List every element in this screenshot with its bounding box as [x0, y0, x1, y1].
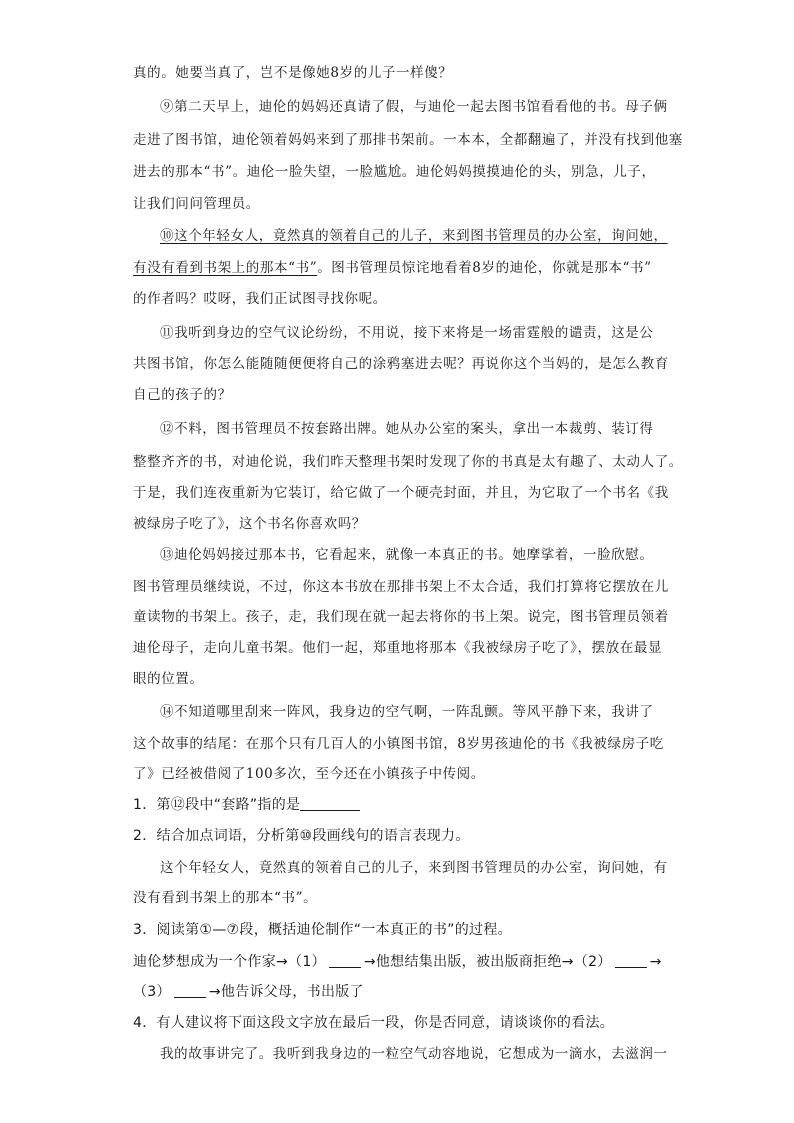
paragraph-9-line: 进去的那本“书”。迪伦一脸失望，一脸尴尬。迪伦妈妈摸摸迪伦的头，别急，儿子，: [133, 164, 656, 180]
paragraph-10-line: 的作者吗？哎呀，我们正试图寻找你呢。: [133, 291, 387, 307]
underlined-sentence: 有没有看到书架上的那本“书”: [133, 260, 318, 276]
paragraph-14-line: ⑭不知道哪里刮来一阵风，我身边的空气啊，一阵乱颤。等风平静下来，我讲了: [160, 704, 654, 720]
paragraph-14-line: 了》已经被借阅了100多次，至今还在小镇孩子中传阅。: [133, 766, 485, 782]
paragraph-9-line: 让我们问问管理员。: [133, 196, 260, 212]
paragraph-11-line: ⑪我听到身边的空气议论纷纷，不用说，接下来将是一场雷霆般的谴责，这是公: [160, 325, 654, 341]
paragraph-13-line: 迪伦母子，走向儿童书架。他们一起，郑重地将那本《我被绿房子吃了》，摆放在最显: [133, 640, 663, 656]
question-1: 1．第⑫段中“套路”指的是: [133, 795, 360, 815]
paragraph-13-line: 童读物的书架上。孩子，走，我们现在就一起去将你的书上架。说完，图书管理员领着: [133, 609, 669, 625]
question-2-quote-line: 这个年轻女人，竟然真的领着自己的儿子，来到图书管理员的办公室，询问她，有: [160, 860, 668, 876]
paragraph-12-line: ⑫不料，图书管理员不按套路出牌。她从办公室的案头，拿出一本裁剪、装订得: [160, 421, 654, 437]
answer-blank-1[interactable]: [329, 953, 361, 968]
paragraph-8-tail: 真的。她要当真了，岂不是像她8岁的儿子一样傻？: [133, 65, 453, 81]
paragraph-14-line: 这个故事的结尾：在那个只有几百人的小镇图书馆，8岁男孩迪伦的书《我被绿房子吃: [133, 736, 664, 752]
question-3-flow-cont: （3） →他告诉父母，书出版了: [133, 984, 364, 1000]
answer-blank[interactable]: [300, 796, 360, 811]
paragraph-11-line: 自己的孩子的？: [133, 387, 232, 403]
question-2-quote-line: 没有看到书架上的那本“书”。: [133, 890, 318, 906]
question-3: 3．阅读第①—⑦段，概括迪伦制作“一本真正的书”的过程。: [133, 922, 512, 938]
question-4: 4．有人建议将下面这段文字放在最后一段，你是否同意，请谈谈你的看法。: [133, 1015, 615, 1031]
paragraph-12-line: 被绿房子吃了》，这个书名你喜欢吗？: [133, 516, 366, 532]
paragraph-12-line: 于是，我们连夜重新为它装订，给它做了一个硬壳封面，并且，为它取了一个书名《我: [133, 485, 669, 501]
question-2: 2．结合加点词语，分析第⑩段画线句的语言表现力。: [133, 828, 470, 844]
question-4-quote: 我的故事讲完了。我听到我身边的一粒空气动容地说，它想成为一滴水，去滋润一: [160, 1046, 668, 1062]
answer-blank-2[interactable]: [615, 953, 647, 968]
paragraph-11-line: 共图书馆，你怎么能随随便便将自己的涂鸦塞进去呢？再说你这个当妈的，是怎么教育: [133, 356, 669, 372]
paragraph-9-line: 走进了图书馆，迪伦领着妈妈来到了那排书架前。一本本，全都翻遍了，并没有找到他塞: [133, 132, 683, 148]
paragraph-10-text: 。图书管理员惊诧地看着8岁的迪伦，你就是那本“书”: [317, 260, 652, 276]
paragraph-13-line: 图书管理员继续说，不过，你这本书放在那排书架上不太合适，我们打算将它摆放在儿: [133, 579, 669, 595]
question-3-flow: 迪伦梦想成为一个作家→（1） →他想结集出版，被出版商拒绝→（2） →: [133, 954, 662, 970]
answer-blank-3[interactable]: [174, 983, 206, 998]
paragraph-13-line: ⑬迪伦妈妈接过那本书，它看起来，就像一本真正的书。她摩挲着，一脸欣慰。: [160, 547, 654, 563]
paragraph-9-line: ⑨第二天早上，迪伦的妈妈还真请了假，与迪伦一起去图书馆看看他的书。母子俩: [160, 99, 668, 115]
paragraph-13-line: 眼的位置。: [133, 671, 204, 687]
paragraph-12-line: 整整齐齐的书，对迪伦说，我们昨天整理书架时发现了你的书真是太有趣了、太动人了。: [133, 454, 683, 470]
paragraph-10-line: [160, 226, 668, 246]
paragraph-10-line: [133, 258, 652, 278]
underlined-sentence: ⑩这个年轻女人，竟然真的领着自己的儿子，来到图书管理员的办公室，询问她，: [160, 228, 668, 244]
